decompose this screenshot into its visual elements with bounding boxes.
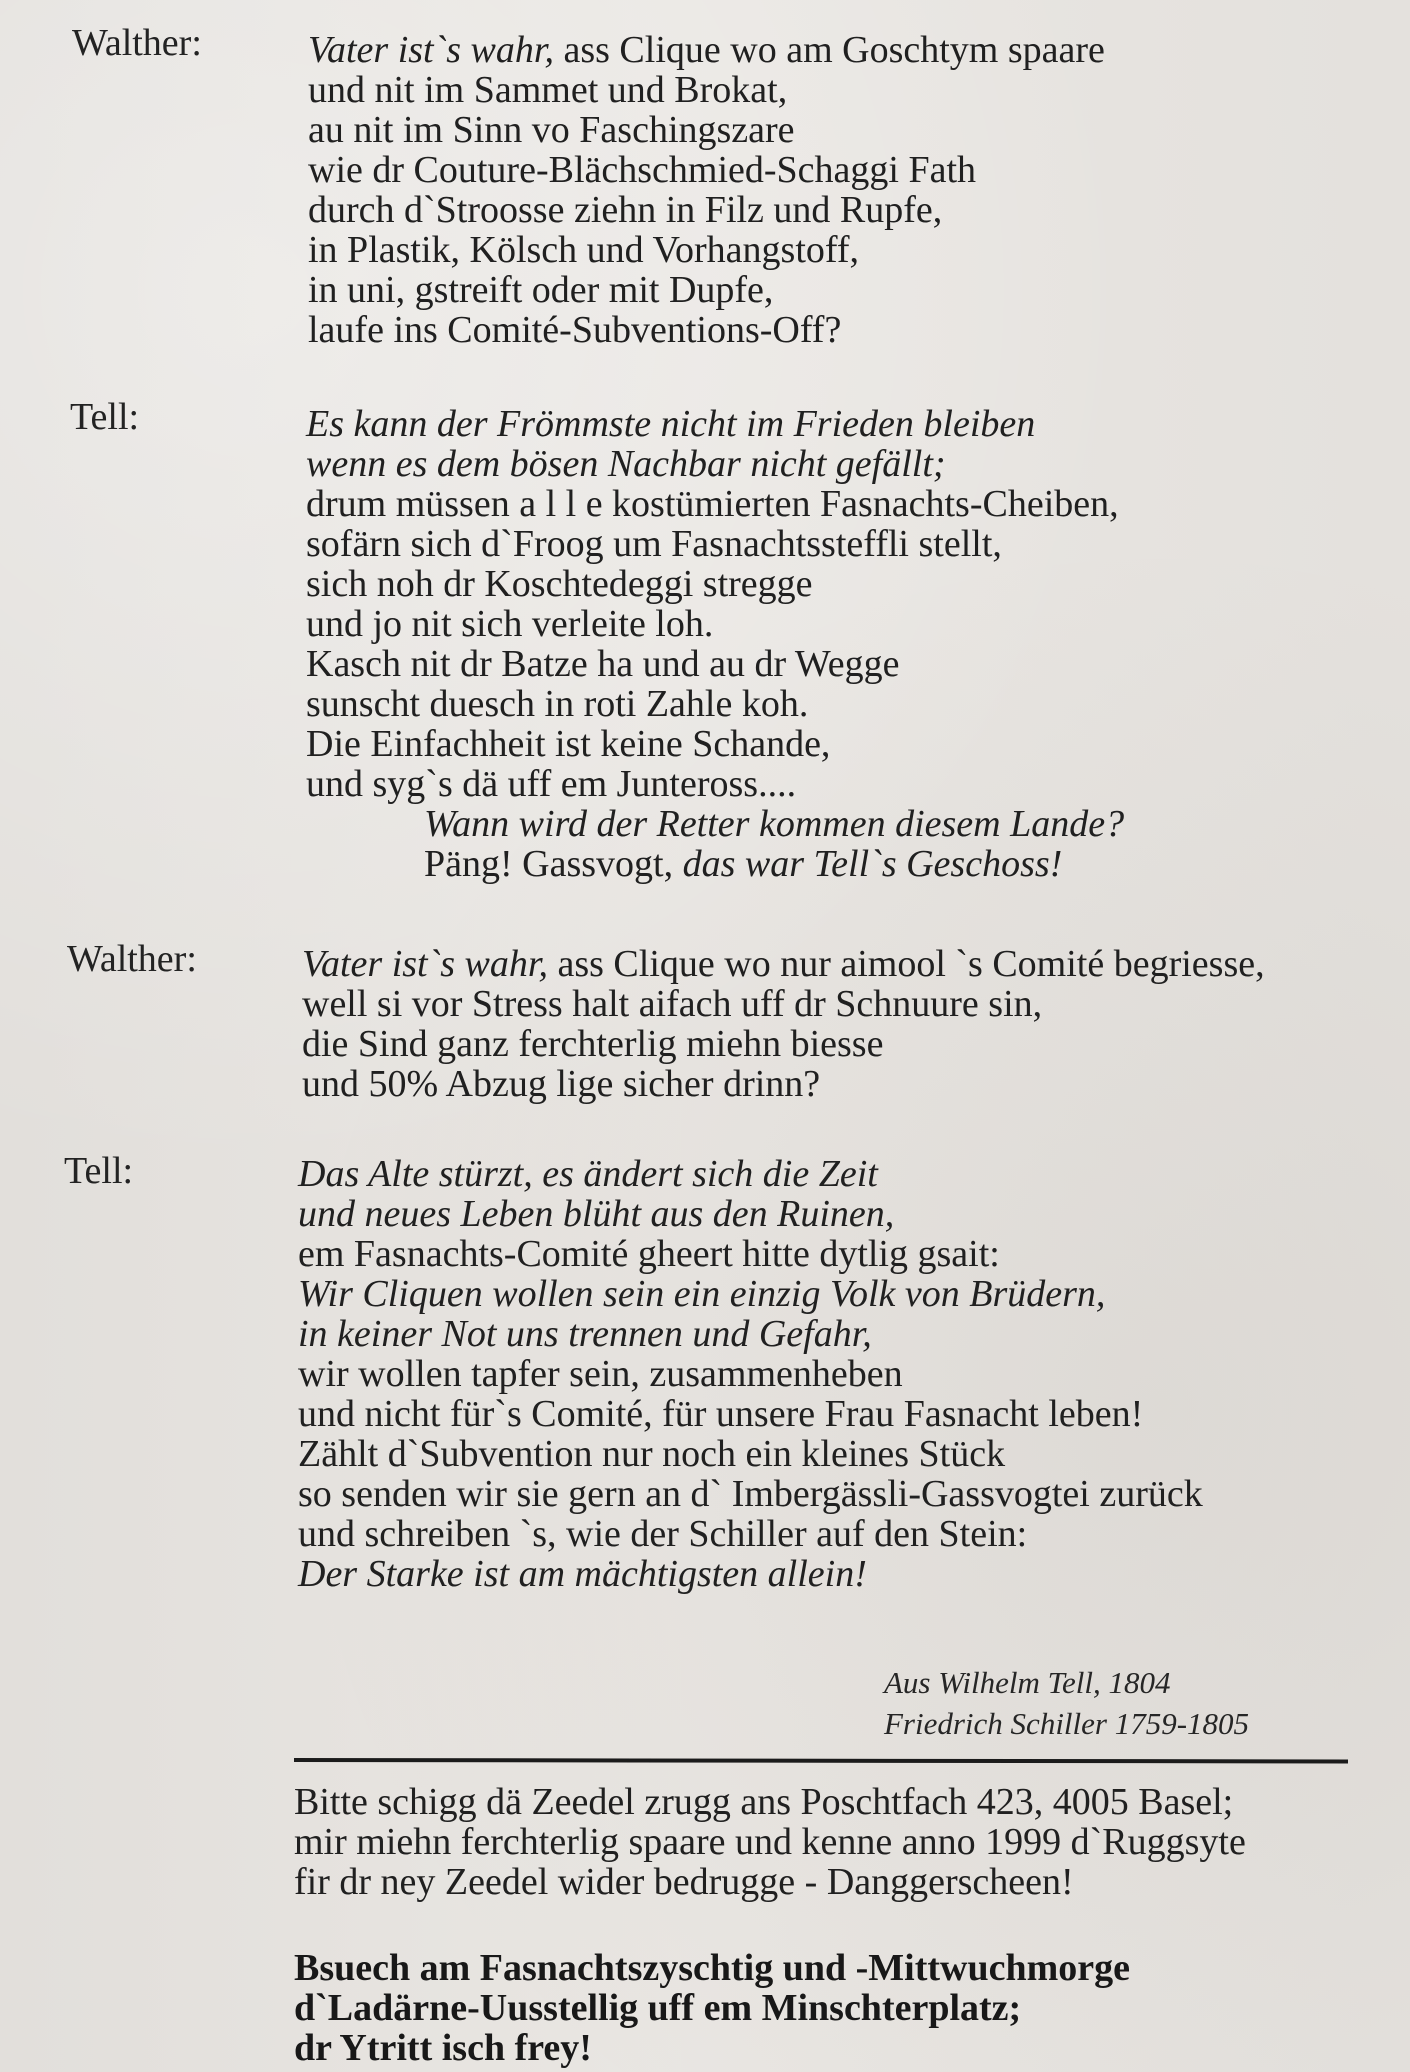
verse-block	[308, 30, 1105, 350]
verse-line	[298, 1394, 1203, 1434]
italic-text-segment: Der Starke ist am mächtigsten allein!	[298, 1553, 867, 1595]
speaker-label: Walther:	[67, 938, 197, 980]
verse-line	[306, 644, 1124, 684]
verse-line	[306, 764, 1124, 804]
text-segment: und syg`s dä uff em Junteross....	[306, 763, 797, 805]
text-segment: so senden wir sie gern an d` Imbergässli-Gassvogtei zurück	[298, 1473, 1203, 1515]
italic-text-segment: Das Alte stürzt, es ändert sich die Zeit	[298, 1153, 878, 1195]
return-note	[294, 1782, 1246, 1902]
text-segment: in uni, gstreift oder mit Dupfe,	[308, 269, 774, 311]
verse-line	[302, 984, 1265, 1024]
verse-line	[306, 804, 1124, 844]
verse-line	[306, 844, 1124, 884]
attribution-line: Aus Wilhelm Tell, 1804	[884, 1665, 1171, 1700]
verse-line	[306, 604, 1124, 644]
verse-block	[306, 404, 1124, 884]
footer-line: mir miehn ferchterlig spaare und kenne anno 1999 d`Ruggsyte	[294, 1821, 1246, 1863]
text-segment: Die Einfachheit ist keine Schande,	[306, 723, 831, 765]
verse-line	[308, 150, 1105, 190]
verse-line	[298, 1154, 1203, 1194]
verse-line	[308, 230, 1105, 270]
verse-line	[308, 70, 1105, 110]
event-note	[294, 1948, 1130, 2068]
italic-text-segment: in keiner Not uns trennen und Gefahr,	[298, 1313, 872, 1355]
verse-line	[302, 1024, 1265, 1064]
text-segment: und nit im Sammet und Brokat,	[308, 69, 788, 111]
text-segment: well si vor Stress halt aifach uff dr Schnuure sin,	[302, 983, 1043, 1025]
italic-text-segment: das war Tell`s Geschoss!	[682, 843, 1063, 885]
event-line: dr Ytritt isch frey!	[294, 2027, 592, 2069]
text-segment: wie dr Couture-Blächschmied-Schaggi Fath	[308, 149, 977, 191]
text-segment: Päng! Gassvogt,	[424, 843, 683, 885]
verse-line	[298, 1474, 1203, 1514]
speaker-label: Walther:	[72, 22, 202, 64]
verse-line	[298, 1314, 1203, 1354]
text-segment: em Fasnachts-Comité gheert hitte dytlig gsait:	[298, 1233, 1000, 1275]
text-segment: laufe ins Comité-Subventions-Off?	[308, 309, 842, 351]
event-line: d`Ladärne-Uusstellig uff em Minschterplatz;	[294, 1987, 1022, 2029]
verse-line	[298, 1554, 1203, 1594]
text-segment: au nit im Sinn vo Faschingszare	[308, 109, 795, 151]
verse-line	[302, 1064, 1265, 1104]
verse-line	[306, 684, 1124, 724]
verse-block	[298, 1154, 1203, 1594]
italic-text-segment: Vater ist`s wahr,	[308, 29, 554, 71]
text-segment: drum müssen a l l e kostümierten Fasnachts-Cheiben,	[306, 483, 1119, 525]
text-segment: ass Clique wo am Goschtym spaare	[553, 29, 1105, 71]
verse-block	[302, 944, 1265, 1104]
verse-line	[298, 1234, 1203, 1274]
italic-text-segment: wenn es dem bösen Nachbar nicht gefällt;	[306, 443, 946, 485]
text-segment: in Plastik, Kölsch und Vorhangstoff,	[308, 229, 860, 271]
verse-line	[308, 110, 1105, 150]
verse-line	[298, 1194, 1203, 1234]
footer-divider	[294, 1758, 1348, 1763]
text-segment: und nicht für`s Comité, für unsere Frau Fasnacht leben!	[298, 1393, 1144, 1435]
text-segment: die Sind ganz ferchterlig miehn biesse	[302, 1023, 884, 1065]
verse-line	[308, 30, 1105, 70]
text-segment: und schreiben `s, wie der Schiller auf den Stein:	[298, 1513, 1028, 1555]
verse-line	[298, 1354, 1203, 1394]
footer-line: Bitte schigg dä Zeedel zrugg ans Poschtfach 423, 4005 Basel;	[294, 1781, 1234, 1823]
text-segment: Zählt d`Subvention nur noch ein kleines Stück	[298, 1433, 1006, 1475]
text-segment: durch d`Stroosse ziehn in Filz und Rupfe,	[308, 189, 943, 231]
attribution-line: Friedrich Schiller 1759-1805	[884, 1706, 1250, 1741]
italic-text-segment: Es kann der Frömmste nicht im Frieden bleiben	[306, 403, 1036, 445]
footer-line: fir dr ney Zeedel wider bedrugge - Danggerscheen!	[294, 1861, 1074, 1903]
text-segment: sunscht duesch in roti Zahle koh.	[306, 683, 809, 725]
event-line: Bsuech am Fasnachtszyschtig und -Mittwuchmorge	[294, 1947, 1130, 1989]
verse-line	[306, 484, 1124, 524]
verse-line	[306, 524, 1124, 564]
verse-line	[308, 190, 1105, 230]
speaker-label: Tell:	[70, 396, 140, 438]
text-segment: und jo nit sich verleite loh.	[306, 603, 714, 645]
italic-text-segment: Vater ist`s wahr,	[302, 943, 548, 985]
text-segment: sich noh dr Koschtedeggi stregge	[306, 563, 813, 605]
verse-line	[306, 444, 1124, 484]
text-segment: Kasch nit dr Batze ha und au dr Wegge	[306, 643, 900, 685]
text-segment: und 50% Abzug lige sicher drinn?	[302, 1063, 821, 1105]
verse-line	[302, 944, 1265, 984]
text-segment: ass Clique wo nur aimool `s Comité begriesse,	[547, 943, 1265, 985]
attribution	[884, 1662, 1249, 1744]
verse-line	[306, 724, 1124, 764]
verse-line	[298, 1274, 1203, 1314]
verse-line	[298, 1434, 1203, 1474]
verse-line	[306, 564, 1124, 604]
speaker-label: Tell:	[64, 1150, 134, 1192]
text-segment: wir wollen tapfer sein, zusammenheben	[298, 1353, 903, 1395]
italic-text-segment: Wir Cliquen wollen sein ein einzig Volk von Brüdern,	[298, 1273, 1106, 1315]
italic-text-segment: und neues Leben blüht aus den Ruinen,	[298, 1193, 895, 1235]
text-segment: sofärn sich d`Froog um Fasnachtssteffli stellt,	[306, 523, 1002, 565]
verse-line	[308, 270, 1105, 310]
italic-text-segment: Wann wird der Retter kommen diesem Lande?	[424, 803, 1125, 845]
verse-line	[298, 1514, 1203, 1554]
verse-line	[308, 310, 1105, 350]
verse-line	[306, 404, 1124, 444]
